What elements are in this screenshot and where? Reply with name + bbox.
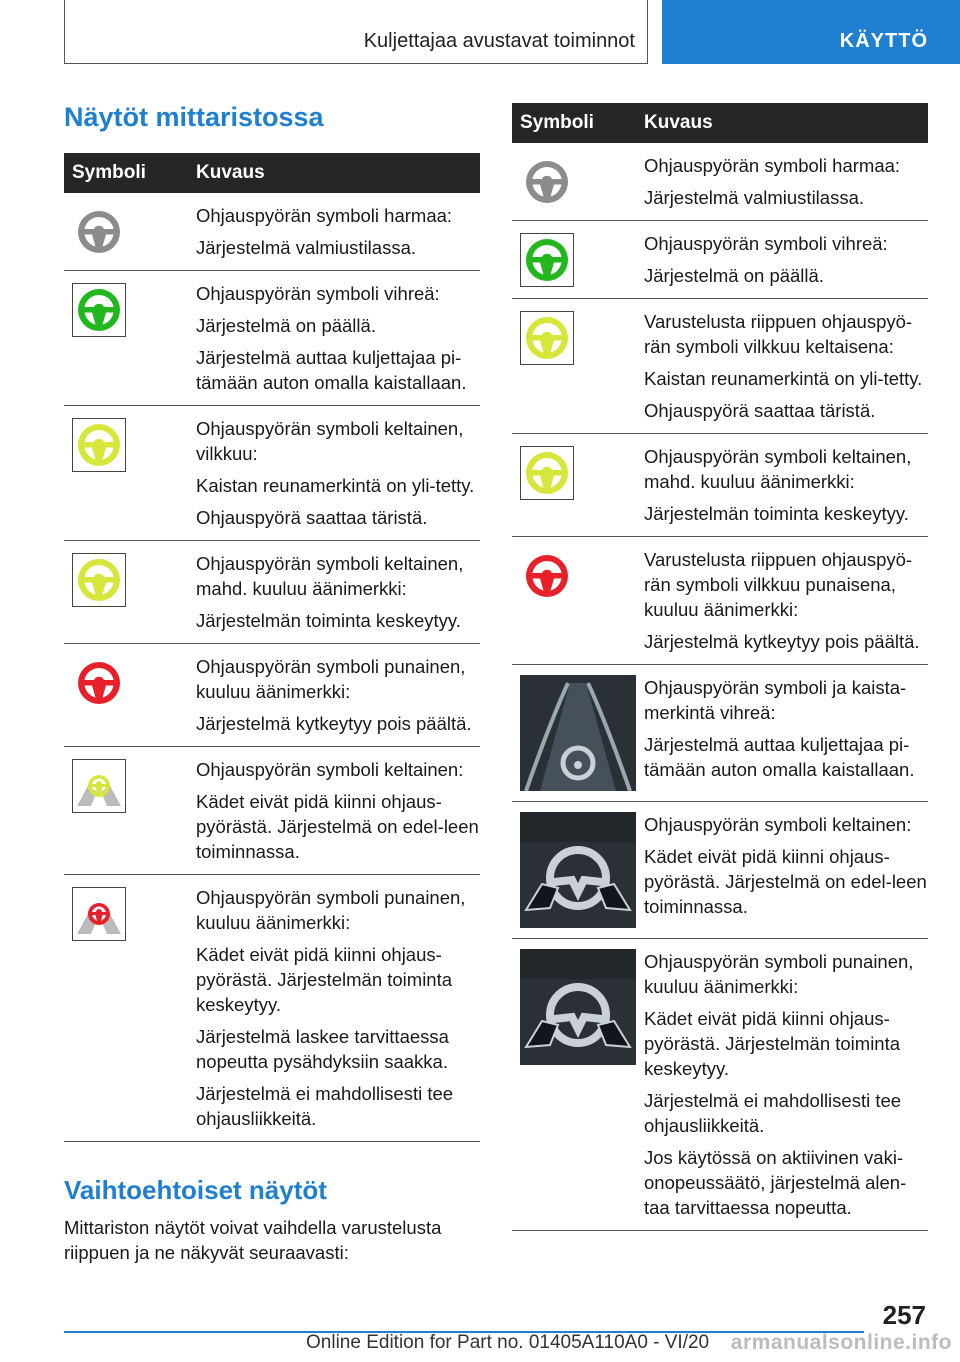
row-text: Ohjauspyörän symboli punainen, kuuluu äänimerkki: — [196, 656, 466, 702]
table-row — [512, 143, 928, 221]
section-text: Mittariston näytöt voivat vaihdella varustelusta riippuen ja ne näkyvät seuraavasti: — [64, 1217, 442, 1263]
table-row — [64, 875, 480, 1142]
row-text: Järjestelmä laskee tarvittaessa nopeutta pysähdyksiin saakka. — [196, 1026, 449, 1072]
hands-off-display-icon — [520, 812, 636, 928]
table-row — [512, 665, 928, 802]
hands-off-display-icon — [520, 949, 636, 1065]
row-text: Järjestelmä kytkeytyy pois päältä. — [644, 631, 920, 652]
row-text: Kädet eivät pidä kiinni ohjaus-pyörästä. Järjestelmä on edel-leen toiminnassa. — [196, 791, 479, 862]
row-text: Kaistan reunamerkintä on yli-tetty. — [644, 368, 923, 389]
row-text: Järjestelmä auttaa kuljettajaa pi-tämään auton omalla kaistallaan. — [196, 347, 467, 393]
table-header — [512, 103, 928, 143]
steering-wheel-green-icon — [72, 283, 126, 337]
row-text: Ohjauspyörän symboli keltainen: — [196, 759, 464, 780]
column-description: Kuvaus — [196, 162, 265, 183]
watermark: armanualsonline.info — [730, 1331, 952, 1354]
header-section-label: KÄYTTÖ — [839, 30, 928, 52]
steering-wheel-yellow-icon — [72, 418, 126, 472]
steering-wheel-red-icon — [72, 656, 126, 710]
column-symbol: Symboli — [520, 112, 594, 133]
steering-wheel-gray-icon — [520, 155, 574, 209]
row-text: Jos käytössä on aktiivinen vaki-onopeussäätö, järjestelmä alen-taa tarvittaessa nopeutta. — [644, 1147, 907, 1218]
row-text: Järjestelmä ei mahdollisesti tee ohjausliikkeitä. — [196, 1083, 454, 1129]
table-row — [512, 434, 928, 537]
row-text: Ohjauspyörän symboli keltainen, vilkkuu: — [196, 418, 464, 464]
row-text: Varustelusta riippuen ohjauspyö-rän symboli vilkkuu punaisena, kuuluu äänimerkki: — [644, 549, 913, 620]
row-text: Kädet eivät pidä kiinni ohjaus-pyörästä. Järjestelmä on edel-leen toiminnassa. — [644, 846, 927, 917]
header-title-box — [64, 0, 648, 64]
row-text: Ohjauspyörän symboli harmaa: — [644, 155, 901, 176]
symbol-table-right — [512, 103, 928, 1231]
row-text: Ohjauspyörän symboli ja kaista-merkintä vihreä: — [644, 677, 907, 723]
table-row — [512, 221, 928, 299]
steering-wheel-yellow-icon — [72, 553, 126, 607]
steering-wheel-red-icon — [520, 549, 574, 603]
steering-wheel-yellow-icon — [520, 446, 574, 500]
symbol-table-left — [64, 153, 480, 1142]
row-text: Järjestelmä valmiustilassa. — [196, 237, 417, 258]
table-row — [512, 537, 928, 665]
page-number: 257 — [882, 1300, 926, 1330]
page-title: Näytöt mittaristossa — [64, 102, 324, 132]
row-text: Ohjauspyörän symboli keltainen, mahd. kuuluu äänimerkki: — [196, 553, 464, 599]
steering-wheel-gray-icon — [72, 205, 126, 259]
table-header — [64, 153, 480, 193]
row-text: Järjestelmä kytkeytyy pois päältä. — [196, 713, 472, 734]
steering-wheel-green-icon — [520, 233, 574, 287]
table-row — [512, 299, 928, 434]
table-row — [64, 541, 480, 644]
header-title: Kuljettajaa avustavat toiminnot — [363, 30, 635, 52]
row-text: Järjestelmän toiminta keskeytyy. — [196, 610, 461, 631]
column-symbol: Symboli — [72, 162, 146, 183]
row-text: Ohjauspyörän symboli keltainen, mahd. kuuluu äänimerkki: — [644, 446, 912, 492]
footer-edition: Online Edition for Part no. 01405A110A0 - VI/20 — [306, 1332, 710, 1353]
row-text: Kaistan reunamerkintä on yli-tetty. — [196, 475, 475, 496]
row-text: Kädet eivät pidä kiinni ohjaus-pyörästä. Järjestelmän toiminta keskeytyy. — [196, 944, 453, 1015]
table-row — [512, 802, 928, 939]
table-row — [64, 193, 480, 271]
lane-display-icon — [520, 675, 636, 791]
row-text: Ohjauspyörä saattaa täristä. — [644, 400, 876, 421]
row-text: Ohjauspyörän symboli keltainen: — [644, 814, 912, 835]
table-row — [64, 271, 480, 406]
row-text: Ohjauspyörän symboli punainen, kuuluu äänimerkki: — [196, 887, 466, 933]
table-row — [512, 939, 928, 1231]
row-text: Kädet eivät pidä kiinni ohjaus-pyörästä. Järjestelmän toiminta keskeytyy. — [644, 1008, 901, 1079]
row-text: Järjestelmä on päällä. — [196, 315, 376, 336]
row-text: Ohjauspyörän symboli punainen, kuuluu äänimerkki: — [644, 951, 914, 997]
row-text: Järjestelmän toiminta keskeytyy. — [644, 503, 909, 524]
row-text: Järjestelmä ei mahdollisesti tee ohjausliikkeitä. — [644, 1090, 902, 1136]
row-text: Ohjauspyörän symboli vihreä: — [644, 233, 888, 254]
table-row — [64, 644, 480, 747]
hands-off-red-icon — [72, 887, 126, 941]
row-text: Järjestelmä auttaa kuljettajaa pi-tämään auton omalla kaistallaan. — [644, 734, 915, 780]
steering-wheel-yellow-icon — [520, 311, 574, 365]
row-text: Ohjauspyörän symboli harmaa: — [196, 205, 453, 226]
row-text: Järjestelmä on päällä. — [644, 265, 824, 286]
row-text: Järjestelmä valmiustilassa. — [644, 187, 865, 208]
table-row — [64, 406, 480, 541]
section-title: Vaihtoehtoiset näytöt — [64, 1175, 327, 1205]
row-text: Ohjauspyörä saattaa täristä. — [196, 507, 428, 528]
table-row — [64, 747, 480, 875]
header-section-tab — [662, 0, 960, 64]
row-text: Varustelusta riippuen ohjauspyö-rän symboli vilkkuu keltaisena: — [644, 311, 913, 357]
column-description: Kuvaus — [644, 112, 713, 133]
row-text: Ohjauspyörän symboli vihreä: — [196, 283, 440, 304]
hands-off-yellow-icon — [72, 759, 126, 813]
